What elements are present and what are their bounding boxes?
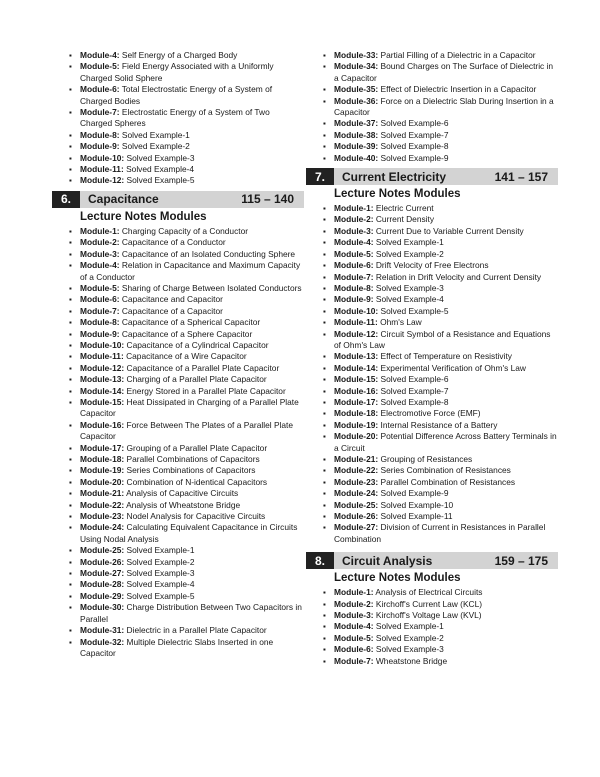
- module-title: Combination of N-identical Capacitors: [126, 476, 268, 487]
- module-id: Module-19:: [334, 419, 379, 430]
- module-title: Division of Current in Resistances in Parallel Combination: [334, 522, 546, 544]
- module-title: Solved Example-5: [380, 305, 449, 316]
- module-item[interactable]: [68, 260, 304, 283]
- module-item[interactable]: [68, 579, 304, 590]
- module-title: Dielectric in a Parallel Plate Capacitor: [126, 625, 267, 636]
- module-title: Solved Example-4: [375, 294, 444, 305]
- module-id: Module-18:: [80, 454, 125, 464]
- module-title: Capacitance of a Cylindrical Capacitor: [126, 339, 269, 350]
- module-item[interactable]: [322, 488, 558, 499]
- module-list: [68, 50, 304, 187]
- module-id: Module-23:: [80, 511, 125, 522]
- module-item[interactable]: [322, 249, 558, 260]
- module-id: Module-6:: [80, 294, 120, 305]
- module-id: Module-39:: [334, 141, 379, 152]
- module-id: Module-1:: [334, 587, 374, 598]
- module-item[interactable]: [322, 500, 558, 511]
- left-column: [52, 50, 304, 659]
- module-item[interactable]: [68, 61, 304, 84]
- module-list: [322, 203, 558, 545]
- module-item[interactable]: [68, 153, 304, 164]
- module-item[interactable]: [68, 454, 304, 465]
- module-item[interactable]: [322, 363, 558, 374]
- module-title: Capacitance of a Parallel Plate Capacitor: [126, 362, 280, 373]
- module-title: Kirchoff's Current Law (KCL): [375, 598, 483, 609]
- module-item[interactable]: [68, 130, 304, 141]
- module-title: Solved Example-8: [380, 396, 449, 407]
- module-title: Wheatstone Bridge: [375, 655, 448, 666]
- module-title: Effect of Temperature on Resistivity: [380, 351, 512, 362]
- module-title: Capacitance of a Wire Capacitor: [126, 351, 247, 362]
- module-title: Analysis of Capacitive Circuits: [126, 488, 239, 499]
- module-item[interactable]: [322, 272, 558, 283]
- module-id: Module-3:: [334, 225, 374, 236]
- module-item[interactable]: [68, 237, 304, 248]
- module-title: Solved Example-1: [375, 237, 444, 248]
- module-id: Module-23:: [334, 476, 379, 487]
- module-item[interactable]: [322, 61, 558, 84]
- module-title: Charge Distribution Between Two Capacitors in Parallel: [80, 602, 302, 624]
- module-item[interactable]: [322, 141, 558, 152]
- module-item[interactable]: [322, 610, 558, 621]
- module-item[interactable]: [68, 84, 304, 107]
- module-title: Potential Difference Across Battery Terminals in a Circuit: [334, 431, 557, 453]
- module-id: Module-20:: [80, 476, 125, 487]
- module-id: Module-24:: [80, 522, 125, 533]
- module-item[interactable]: [68, 500, 304, 511]
- module-title: Solved Example-8: [380, 141, 449, 152]
- module-id: Module-6:: [334, 644, 374, 655]
- module-title: Solved Example-9: [380, 152, 449, 163]
- module-title: Grouping of a Parallel Plate Capacitor: [126, 442, 268, 453]
- module-id: Module-33:: [334, 50, 379, 60]
- module-id: Module-40:: [334, 152, 379, 163]
- module-item[interactable]: [68, 465, 304, 476]
- module-item[interactable]: [68, 351, 304, 362]
- module-item[interactable]: [68, 374, 304, 385]
- module-item[interactable]: [322, 50, 558, 61]
- module-title: Nodel Analysis for Capacitive Circuits: [126, 511, 266, 522]
- module-id: Module-7:: [80, 107, 120, 118]
- module-id: Module-5:: [80, 61, 120, 72]
- module-item[interactable]: [68, 340, 304, 351]
- module-list: [322, 50, 558, 164]
- module-id: Module-8:: [334, 282, 374, 293]
- module-id: Module-2:: [80, 237, 120, 248]
- module-id: Module-4:: [80, 260, 120, 271]
- module-title: Internal Resistance of a Battery: [380, 419, 498, 430]
- module-id: Module-9:: [80, 141, 120, 152]
- module-item[interactable]: [322, 420, 558, 431]
- chapter-pages: 141 – 157: [494, 169, 548, 184]
- module-title: Solved Example-2: [375, 632, 444, 643]
- module-id: Module-10:: [334, 305, 379, 316]
- chapter-title: Circuit Analysis: [342, 553, 433, 568]
- module-item[interactable]: [322, 351, 558, 362]
- module-id: Module-16:: [80, 419, 125, 430]
- module-title: Capacitance of a Spherical Capacitor: [121, 317, 261, 328]
- module-item[interactable]: [322, 477, 558, 488]
- module-id: Module-10:: [80, 152, 125, 163]
- module-title: Field Energy Associated with a Uniformly Charged Solid Sphere: [80, 61, 274, 83]
- chapter-title: Capacitance: [88, 192, 159, 207]
- module-title: Bound Charges on The Surface of Dielectric in a Capacitor: [334, 61, 554, 83]
- module-title: Solved Example-7: [380, 129, 449, 140]
- module-title: Solved Example-4: [126, 164, 195, 175]
- module-title: Capacitance of a Conductor: [121, 237, 226, 248]
- module-item[interactable]: [322, 599, 558, 610]
- module-item[interactable]: [68, 249, 304, 260]
- chapter-number: 6.: [52, 191, 80, 208]
- right-column: [306, 50, 558, 667]
- module-item[interactable]: [68, 306, 304, 317]
- module-id: Module-24:: [334, 488, 379, 499]
- module-item[interactable]: [68, 591, 304, 602]
- module-title: Solved Example-7: [380, 385, 449, 396]
- module-title: Electromotive Force (EMF): [380, 408, 481, 419]
- module-item[interactable]: [322, 397, 558, 408]
- module-title: Current Density: [375, 214, 435, 225]
- module-id: Module-4:: [334, 621, 374, 632]
- chapter-header-current-electricity[interactable]: [306, 168, 558, 185]
- module-title: Solved Example-2: [126, 556, 195, 567]
- module-title: Current Due to Variable Current Density: [375, 225, 524, 236]
- module-id: Module-11:: [80, 164, 124, 175]
- module-title: Parallel Combinations of Capacitors: [126, 454, 260, 464]
- module-id: Module-14:: [80, 385, 125, 396]
- module-title: Solved Example-9: [380, 488, 449, 499]
- module-title: Total Electrostatic Energy of a System of Charged Bodies: [80, 84, 273, 106]
- module-item[interactable]: [322, 306, 558, 317]
- module-item[interactable]: [322, 408, 558, 419]
- module-item[interactable]: [322, 633, 558, 644]
- module-title: Calculating Equivalent Capacitance in Circuits Using Nodal Analysis: [80, 522, 298, 544]
- module-list: [322, 587, 558, 667]
- module-id: Module-13:: [80, 374, 125, 385]
- module-item[interactable]: [68, 141, 304, 152]
- module-id: Module-13:: [334, 351, 379, 362]
- chapter-bar: [334, 168, 558, 185]
- module-id: Module-2:: [334, 214, 374, 225]
- module-id: Module-9:: [334, 294, 374, 305]
- module-id: Module-1:: [334, 203, 374, 214]
- module-id: Module-5:: [80, 282, 120, 293]
- module-item[interactable]: [68, 443, 304, 454]
- module-id: Module-25:: [80, 545, 125, 556]
- module-title: Capacitance of an Isolated Conducting Sphere: [121, 248, 296, 259]
- module-title: Parallel Combination of Resistances: [380, 476, 516, 487]
- module-item[interactable]: [322, 96, 558, 119]
- module-item[interactable]: [322, 118, 558, 129]
- module-id: Module-18:: [334, 408, 379, 419]
- module-title: Ohm's Law: [380, 317, 422, 328]
- chapter-pages: 159 – 175: [494, 553, 548, 568]
- module-id: Module-31:: [80, 625, 125, 636]
- section-title: Lecture Notes Modules: [334, 188, 461, 201]
- module-item[interactable]: [322, 386, 558, 397]
- module-item[interactable]: [68, 488, 304, 499]
- module-item[interactable]: [68, 625, 304, 636]
- section-title: Lecture Notes Modules: [334, 572, 461, 585]
- module-id: Module-10:: [80, 339, 125, 350]
- module-item[interactable]: [68, 363, 304, 374]
- module-id: Module-26:: [334, 511, 379, 522]
- module-title: Heat Dissipated in Charging of a Parallel Plate Capacitor: [80, 396, 299, 419]
- chapter-pages: 115 – 140: [241, 192, 294, 207]
- module-item[interactable]: [68, 568, 304, 579]
- module-title: Solved Example-3: [126, 152, 195, 163]
- module-id: Module-1:: [80, 225, 120, 236]
- module-item[interactable]: [322, 621, 558, 632]
- module-item[interactable]: [68, 329, 304, 340]
- module-id: Module-7:: [80, 305, 120, 316]
- module-item[interactable]: [322, 374, 558, 385]
- module-title: Capacitance of a Capacitor: [121, 305, 223, 316]
- module-id: Module-22:: [334, 465, 379, 476]
- module-id: Module-6:: [80, 84, 120, 95]
- module-title: Self Energy of a Charged Body: [121, 50, 238, 60]
- chapter-bar: [80, 191, 304, 208]
- module-id: Module-8:: [80, 129, 120, 140]
- module-id: Module-34:: [334, 61, 379, 72]
- module-id: Module-38:: [334, 129, 379, 140]
- module-id: Module-22:: [80, 499, 125, 510]
- chapter-header-circuit-analysis[interactable]: [306, 552, 558, 569]
- module-title: Force on a Dielectric Slab During Insertion in a Capacitor: [334, 95, 554, 118]
- module-id: Module-28:: [80, 579, 125, 590]
- module-item[interactable]: [322, 587, 558, 598]
- module-item[interactable]: [322, 283, 558, 294]
- module-item[interactable]: [322, 465, 558, 476]
- module-item[interactable]: [68, 50, 304, 61]
- module-item[interactable]: [322, 203, 558, 214]
- module-title: Relation in Drift Velocity and Current Density: [375, 271, 542, 282]
- module-title: Solved Example-5: [126, 590, 195, 601]
- module-id: Module-19:: [80, 465, 125, 476]
- module-title: Capacitance of a Sphere Capacitor: [121, 328, 253, 339]
- module-item[interactable]: [322, 294, 558, 305]
- module-item[interactable]: [322, 454, 558, 465]
- module-title: Electric Current: [375, 203, 434, 214]
- module-id: Module-25:: [334, 499, 379, 510]
- module-title: Solved Example-10: [380, 499, 454, 510]
- module-item[interactable]: [68, 294, 304, 305]
- module-title: Solved Example-1: [121, 129, 190, 140]
- module-id: Module-6:: [334, 260, 374, 271]
- module-item[interactable]: [68, 557, 304, 568]
- module-id: Module-14:: [334, 362, 379, 373]
- module-id: Module-17:: [80, 442, 125, 453]
- module-item[interactable]: [68, 317, 304, 328]
- module-id: Module-36:: [334, 95, 379, 106]
- chapter-number: 7.: [306, 168, 334, 185]
- module-id: Module-35:: [334, 84, 379, 95]
- module-id: Module-21:: [334, 454, 379, 464]
- module-title: Effect of Dielectric Insertion in a Capacitor: [380, 84, 537, 95]
- module-title: Solved Example-11: [380, 511, 453, 522]
- module-title: Multiple Dielectric Slabs Inserted in one Capacitor: [80, 636, 274, 658]
- module-item[interactable]: [322, 644, 558, 655]
- chapter-bar: [334, 552, 558, 569]
- module-id: Module-26:: [80, 556, 125, 567]
- module-title: Sharing of Charge Between Isolated Conductors: [121, 282, 302, 293]
- module-title: Drift Velocity of Free Electrons: [375, 260, 489, 271]
- module-id: Module-3:: [334, 610, 374, 621]
- module-item[interactable]: [322, 656, 558, 667]
- module-item[interactable]: [68, 397, 304, 420]
- module-item[interactable]: [68, 511, 304, 522]
- module-id: Module-27:: [334, 522, 379, 533]
- module-title: Series Combinations of Capacitors: [126, 465, 256, 476]
- module-title: Charging of a Parallel Plate Capacitor: [126, 374, 267, 385]
- chapter-header-capacitance[interactable]: [52, 191, 304, 208]
- module-title: Capacitance and Capacitor: [121, 294, 223, 305]
- module-item[interactable]: [68, 637, 304, 660]
- module-id: Module-11:: [334, 317, 378, 328]
- module-id: Module-21:: [80, 488, 125, 499]
- module-title: Relation in Capacitance and Maximum Capacity of a Conductor: [80, 260, 301, 282]
- module-item[interactable]: [322, 522, 558, 545]
- module-item[interactable]: [322, 84, 558, 95]
- module-id: Module-16:: [334, 385, 379, 396]
- chapter-number: 8.: [306, 552, 334, 569]
- module-id: Module-7:: [334, 655, 374, 666]
- module-title: Kirchoff's Voltage Law (KVL): [375, 610, 482, 621]
- module-item[interactable]: [322, 511, 558, 522]
- module-title: Solved Example-6: [380, 374, 449, 385]
- module-item[interactable]: [68, 386, 304, 397]
- module-item[interactable]: [322, 214, 558, 225]
- module-list: [68, 226, 304, 659]
- module-id: Module-20:: [334, 431, 379, 442]
- module-id: Module-37:: [334, 118, 379, 129]
- module-title: Solved Example-6: [380, 118, 449, 129]
- module-title: Grouping of Resistances: [380, 454, 473, 464]
- module-id: Module-12:: [80, 362, 125, 373]
- module-title: Solved Example-2: [121, 141, 190, 152]
- module-item[interactable]: [68, 164, 304, 175]
- module-item[interactable]: [322, 237, 558, 248]
- module-item[interactable]: [322, 431, 558, 454]
- module-title: Solved Example-1: [375, 621, 444, 632]
- module-title: Experimental Verification of Ohm's Law: [380, 362, 526, 373]
- module-item[interactable]: [68, 545, 304, 556]
- module-id: Module-8:: [80, 317, 120, 328]
- module-item[interactable]: [68, 283, 304, 294]
- section-title: Lecture Notes Modules: [80, 210, 207, 223]
- chapter-title: Current Electricity: [342, 169, 447, 184]
- module-title: Charging Capacity of a Conductor: [121, 225, 249, 236]
- module-item[interactable]: [68, 226, 304, 237]
- module-id: Module-7:: [334, 271, 374, 282]
- module-item[interactable]: [68, 522, 304, 545]
- module-id: Module-3:: [80, 248, 120, 259]
- module-id: Module-27:: [80, 568, 125, 579]
- module-id: Module-11:: [80, 351, 124, 362]
- module-id: Module-30:: [80, 602, 125, 613]
- module-title: Analysis of Wheatstone Bridge: [126, 499, 241, 510]
- module-id: Module-15:: [80, 396, 125, 407]
- module-id: Module-32:: [80, 636, 125, 647]
- module-item[interactable]: [68, 477, 304, 488]
- module-id: Module-2:: [334, 598, 374, 609]
- module-item[interactable]: [322, 260, 558, 271]
- module-id: Module-4:: [80, 50, 120, 60]
- module-title: Solved Example-1: [126, 545, 195, 556]
- module-title: Electrostatic Energy of a System of Two Charged Spheres: [80, 107, 270, 129]
- module-title: Solved Example-3: [375, 644, 444, 655]
- module-item[interactable]: [68, 602, 304, 625]
- module-item[interactable]: [322, 153, 558, 164]
- module-title: Partial Filling of a Dielectric in a Capacitor: [380, 50, 536, 60]
- module-id: Module-17:: [334, 396, 379, 407]
- module-id: Module-29:: [80, 590, 125, 601]
- module-title: Energy Stored in a Parallel Plate Capacitor: [126, 385, 286, 396]
- module-id: Module-5:: [334, 632, 374, 643]
- module-id: Module-9:: [80, 328, 120, 339]
- module-title: Solved Example-5: [126, 175, 195, 186]
- module-item[interactable]: [68, 175, 304, 186]
- module-title: Solved Example-3: [126, 568, 195, 579]
- module-item[interactable]: [68, 107, 304, 130]
- module-id: Module-12:: [334, 328, 379, 339]
- module-title: Force Between The Plates of a Parallel Plate Capacitor: [80, 419, 294, 442]
- module-item[interactable]: [322, 317, 558, 328]
- module-title: Series Combination of Resistances: [380, 465, 511, 476]
- module-title: Circuit Symbol of a Resistance and Equations of Ohm's Law: [334, 328, 551, 350]
- module-id: Module-15:: [334, 374, 379, 385]
- module-item[interactable]: [68, 420, 304, 443]
- module-item[interactable]: [322, 226, 558, 237]
- module-id: Module-5:: [334, 248, 374, 259]
- module-item[interactable]: [322, 329, 558, 352]
- module-item[interactable]: [322, 130, 558, 141]
- module-title: Solved Example-3: [375, 282, 444, 293]
- module-id: Module-12:: [80, 175, 125, 186]
- module-title: Analysis of Electrical Circuits: [375, 587, 483, 598]
- module-title: Solved Example-2: [375, 248, 444, 259]
- module-title: Solved Example-4: [126, 579, 195, 590]
- module-id: Module-4:: [334, 237, 374, 248]
